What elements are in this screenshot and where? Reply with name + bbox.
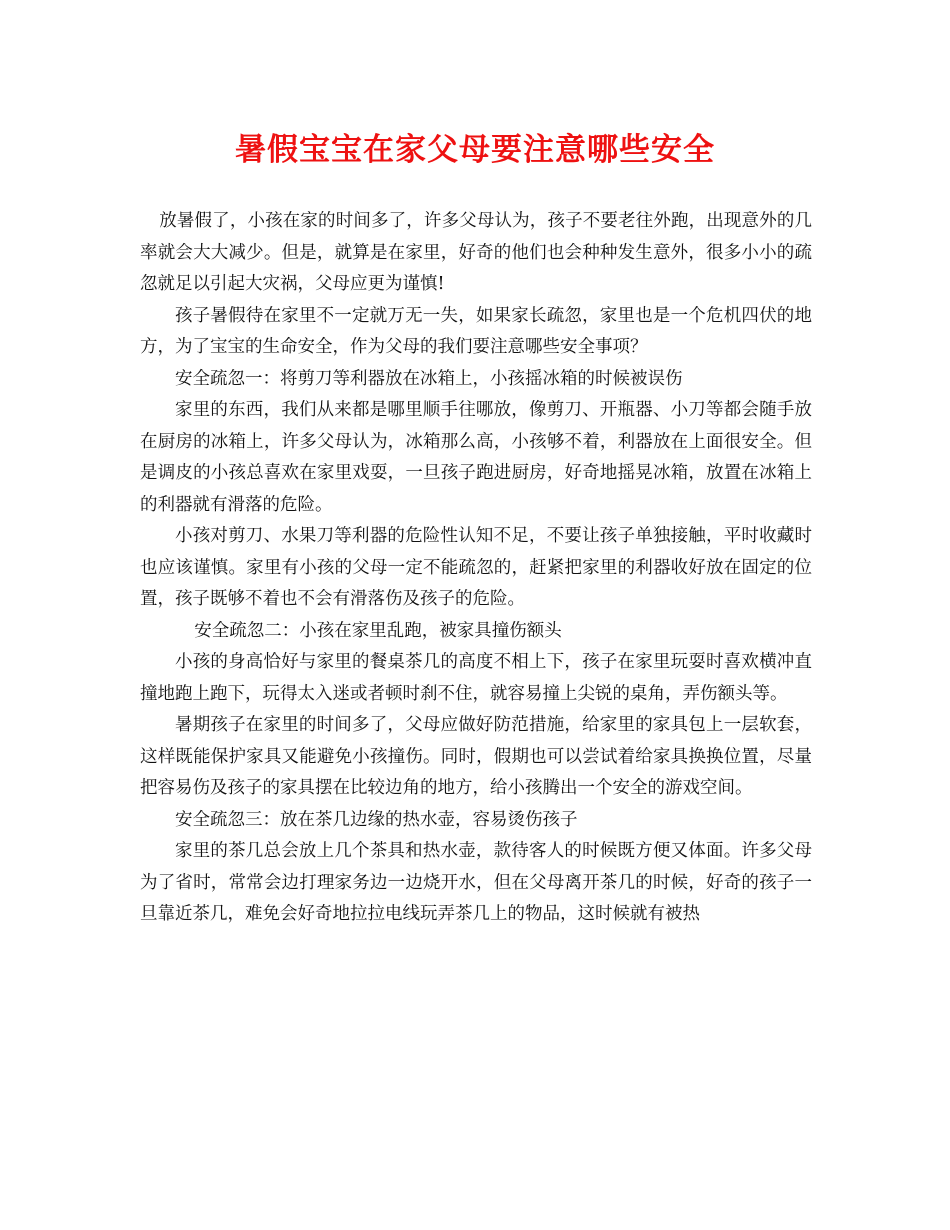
section-heading-3: 安全疏忽三：放在茶几边缘的热水壶，容易烫伤孩子 [175,809,578,830]
paragraph: 家里的东西，我们从来都是哪里顺手往哪放，像剪刀、开瓶器、小刀等都会随手放在厨房的冰箱上，许多父母认为，冰箱那么高，小孩够不着，利器放在上面很安全。但是调皮的小孩总喜欢在家里戏耍，一旦孩子跑进厨房，好奇地摇晃冰箱，放置在冰箱上的利器就有滑落的危险。 [140,400,812,515]
paragraph: 小孩对剪刀、水果刀等利器的危险性认知不足，不要让孩子单独接触，平时收藏时也应该谨慎。家里有小孩的父母一定不能疏忽的，赶紧把家里的利器收好放在固定的位置，孩子既够不着也不会有滑落伤及孩子的危险。 [140,526,812,609]
document-body [140,206,812,931]
section-heading-2: 安全疏忽二：小孩在家里乱跑，被家具撞伤额头 [194,620,562,641]
paragraph: 小孩的身高恰好与家里的餐桌茶几的高度不相上下，孩子在家里玩耍时喜欢横冲直撞地跑上跑下，玩得太入迷或者顿时刹不住，就容易撞上尖锐的桌角，弄伤额头等。 [140,652,812,704]
section-heading-1: 安全疏忽一：将剪刀等利器放在冰箱上，小孩摇冰箱的时候被误伤 [175,368,683,389]
paragraph: 暑期孩子在家里的时间多了，父母应做好防范措施，给家里的家具包上一层软套，这样既能保护家具又能避免小孩撞伤。同时，假期也可以尝试着给家具换换位置，尽量把容易伤及孩子的家具摆在比较边角的地方，给小孩腾出一个安全的游戏空间。 [140,715,812,798]
paragraph: 孩子暑假待在家里不一定就万无一失，如果家长疏忽，家里也是一个危机四伏的地方，为了宝宝的生命安全，作为父母的我们要注意哪些安全事项？ [140,305,812,357]
paragraph: 家里的茶几总会放上几个茶具和热水壶，款待客人的时候既方便又体面。许多父母为了省时，常常会边打理家务边一边烧开水，但在父母离开茶几的时候，好奇的孩子一旦靠近茶几，难免会好奇地拉拉电线玩弄茶几上的物品，这时候就有被热 [140,841,812,924]
document-title: 暑假宝宝在家父母要注意哪些安全 [235,132,715,168]
paragraph-intro: 放暑假了，小孩在家的时间多了，许多父母认为，孩子不要老往外跑，出现意外的几率就会大大减少。但是，就算是在家里，好奇的他们也会种种发生意外，很多小小的疏忽就足以引起大灾祸，父母应更为谨慎! [140,211,812,294]
